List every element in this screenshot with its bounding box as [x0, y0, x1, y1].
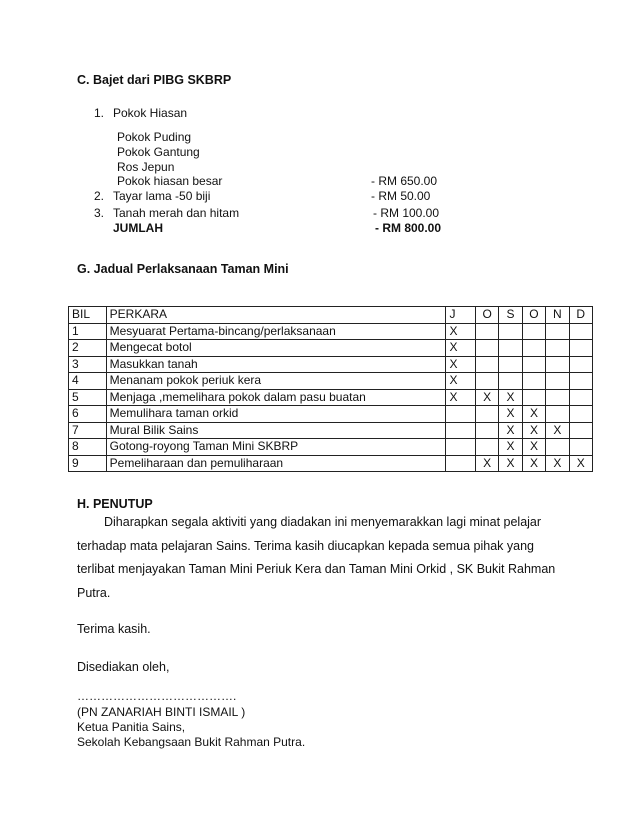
item-amount: - RM 50.00 [371, 189, 431, 203]
mark-cell: X [446, 373, 476, 390]
subitem-label: Pokok Gantung [117, 145, 200, 159]
mark-cell: X [499, 406, 522, 423]
column-header: D [569, 307, 592, 324]
mark-cell [569, 323, 592, 340]
mark-cell [475, 323, 498, 340]
bil-cell: 3 [69, 356, 107, 373]
section-g-title: G. Jadual Perlaksanaan Taman Mini [77, 262, 289, 276]
table-row [69, 373, 593, 390]
mark-cell [546, 323, 569, 340]
mark-cell: X [446, 323, 476, 340]
column-header: S [499, 307, 522, 324]
perkara-cell: Mengecat botol [106, 340, 446, 357]
table-row [69, 439, 593, 456]
signatory-position: Ketua Panitia Sains, [77, 720, 186, 734]
bil-cell: 8 [69, 439, 107, 456]
perkara-cell: Menjaga ,memelihara pokok dalam pasu buatan [106, 389, 446, 406]
mark-cell: X [499, 389, 522, 406]
mark-cell: X [522, 439, 545, 456]
mark-cell [499, 323, 522, 340]
mark-cell [569, 356, 592, 373]
column-header: PERKARA [106, 307, 446, 324]
table-row [69, 356, 593, 373]
perkara-cell: Mesyuarat Pertama-bincang/perlaksanaan [106, 323, 446, 340]
mark-cell [475, 340, 498, 357]
mark-cell [475, 422, 498, 439]
mark-cell: X [475, 455, 498, 472]
total-amount: - RM 800.00 [375, 221, 442, 235]
bil-cell: 7 [69, 422, 107, 439]
closing-paragraph-line: Diharapkan segala aktiviti yang diadakan ini menyemarakkan lagi minat pelajar [104, 515, 542, 529]
bil-cell: 4 [69, 373, 107, 390]
mark-cell [499, 340, 522, 357]
item-number: 2. [94, 189, 105, 203]
mark-cell [546, 389, 569, 406]
mark-cell [522, 389, 545, 406]
mark-cell: X [546, 455, 569, 472]
item-label: Tanah merah dan hitam [113, 206, 240, 220]
mark-cell: X [446, 340, 476, 357]
table-header-row [69, 307, 593, 324]
perkara-cell: Memulihara taman orkid [106, 406, 446, 423]
mark-cell [569, 439, 592, 456]
signature-line: …………………………………. [77, 689, 237, 703]
bil-cell: 9 [69, 455, 107, 472]
mark-cell: X [475, 389, 498, 406]
perkara-cell: Gotong-royong Taman Mini SKBRP [106, 439, 446, 456]
schedule-table [68, 306, 593, 472]
perkara-cell: Menanam pokok periuk kera [106, 373, 446, 390]
item-number: 1. [94, 106, 105, 120]
mark-cell: X [546, 422, 569, 439]
table-row [69, 406, 593, 423]
mark-cell [522, 356, 545, 373]
mark-cell [475, 406, 498, 423]
column-header: J [446, 307, 476, 324]
column-header: O [475, 307, 498, 324]
mark-cell [546, 406, 569, 423]
mark-cell: X [569, 455, 592, 472]
mark-cell [546, 356, 569, 373]
mark-cell [499, 373, 522, 390]
prepared-by-label: Disediakan oleh, [77, 660, 170, 674]
mark-cell [446, 422, 476, 439]
table-row [69, 323, 593, 340]
column-header: O [522, 307, 545, 324]
mark-cell: X [499, 422, 522, 439]
mark-cell [546, 439, 569, 456]
mark-cell: X [499, 455, 522, 472]
subitem-label: Ros Jepun [117, 160, 175, 174]
mark-cell: X [522, 455, 545, 472]
item-amount: - RM 100.00 [373, 206, 440, 220]
closing-paragraph-line: Putra. [77, 586, 111, 600]
mark-cell [446, 439, 476, 456]
mark-cell [546, 373, 569, 390]
mark-cell: X [446, 356, 476, 373]
mark-cell [569, 373, 592, 390]
mark-cell [446, 455, 476, 472]
bil-cell: 5 [69, 389, 107, 406]
mark-cell [522, 340, 545, 357]
item-number: 3. [94, 206, 105, 220]
mark-cell [446, 406, 476, 423]
signatory-name: (PN ZANARIAH BINTI ISMAIL ) [77, 705, 246, 719]
mark-cell [522, 373, 545, 390]
table-row [69, 422, 593, 439]
closing-paragraph-line: terhadap mata pelajaran Sains. Terima kasih diucapkan kepada semua pihak yang [77, 539, 535, 553]
column-header: N [546, 307, 569, 324]
perkara-cell: Mural Bilik Sains [106, 422, 446, 439]
mark-cell: X [522, 422, 545, 439]
section-c-title: C. Bajet dari PIBG SKBRP [77, 73, 232, 87]
perkara-cell: Pemeliharaan dan pemuliharaan [106, 455, 446, 472]
closing-paragraph-line: terlibat menjayakan Taman Mini Periuk Kera dan Taman Mini Orkid , SK Bukit Rahman [77, 562, 556, 576]
section-h-title: H. PENUTUP [77, 497, 153, 511]
bil-cell: 1 [69, 323, 107, 340]
bil-cell: 2 [69, 340, 107, 357]
mark-cell: X [522, 406, 545, 423]
bil-cell: 6 [69, 406, 107, 423]
mark-cell [546, 340, 569, 357]
school-name: Sekolah Kebangsaan Bukit Rahman Putra. [77, 735, 306, 749]
mark-cell [475, 439, 498, 456]
subitem-amount: - RM 650.00 [371, 174, 438, 188]
item-label: Pokok Hiasan [113, 106, 188, 120]
subitem-label: Pokok hiasan besar [117, 174, 223, 188]
column-header: BIL [69, 307, 107, 324]
mark-cell [475, 373, 498, 390]
subitem-label: Pokok Puding [117, 130, 192, 144]
item-label: Tayar lama -50 biji [113, 189, 211, 203]
mark-cell [569, 422, 592, 439]
mark-cell [475, 356, 498, 373]
mark-cell [569, 340, 592, 357]
mark-cell [569, 406, 592, 423]
table-row [69, 389, 593, 406]
mark-cell [522, 323, 545, 340]
mark-cell [569, 389, 592, 406]
mark-cell [499, 356, 522, 373]
table-row [69, 455, 593, 472]
mark-cell: X [446, 389, 476, 406]
perkara-cell: Masukkan tanah [106, 356, 446, 373]
mark-cell: X [499, 439, 522, 456]
table-row [69, 340, 593, 357]
total-label: JUMLAH [113, 221, 163, 235]
thanks-text: Terima kasih. [77, 622, 151, 636]
